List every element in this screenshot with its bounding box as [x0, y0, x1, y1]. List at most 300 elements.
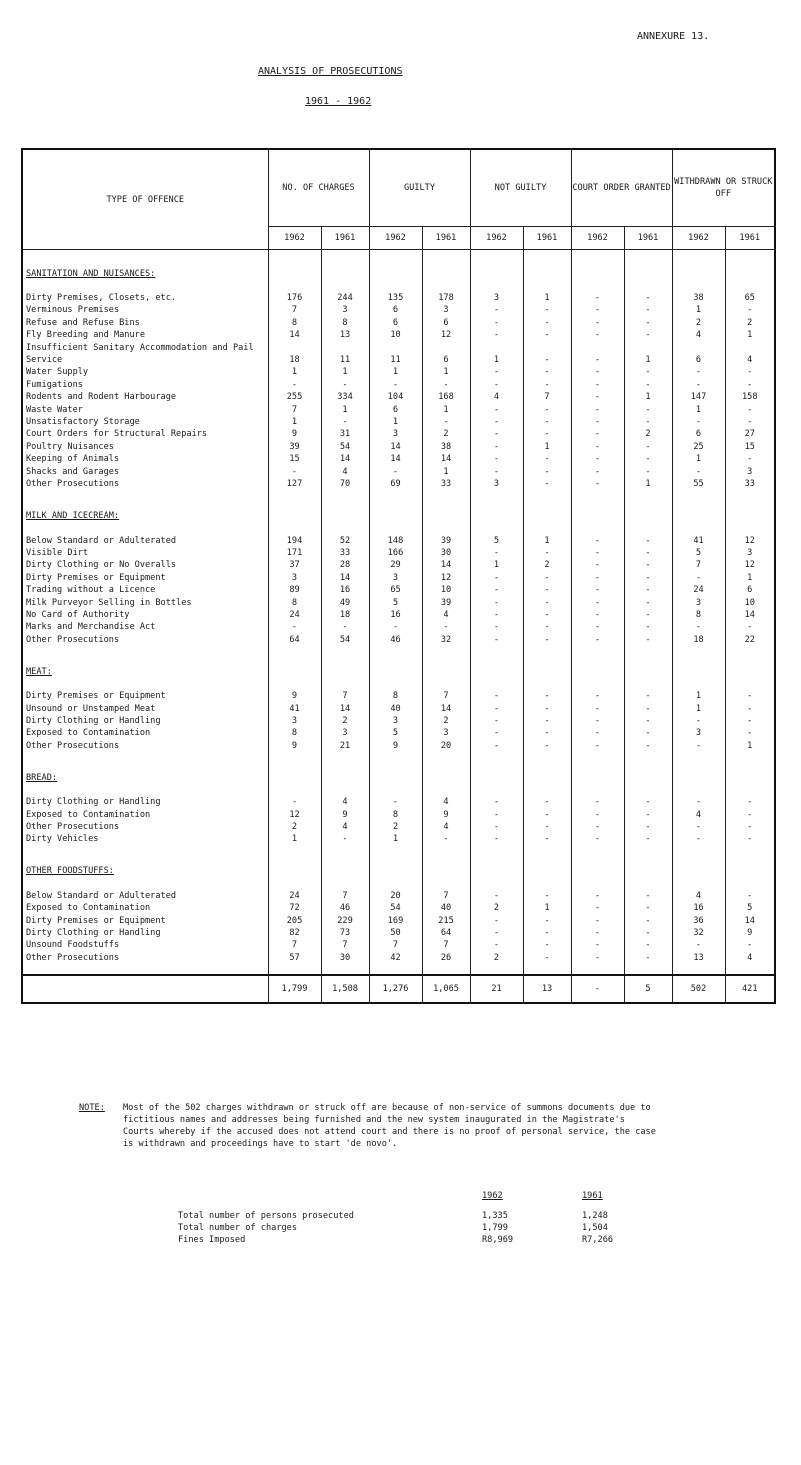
- spacer-cell: [470, 491, 523, 501]
- value-cell: 39: [268, 441, 321, 453]
- value-cell: 3: [321, 727, 369, 739]
- value-cell: -: [672, 366, 725, 378]
- spacer-cell: [268, 646, 321, 656]
- value-cell: 38: [672, 292, 725, 304]
- value-cell: 6: [725, 584, 775, 596]
- value-cell: 3: [422, 727, 470, 739]
- spacer-cell: [422, 846, 470, 856]
- value-cell: 7: [369, 939, 422, 951]
- value-cell: 39: [422, 535, 470, 547]
- value-cell: 64: [268, 634, 321, 646]
- value-cell: -: [624, 902, 672, 914]
- value-cell: 2: [422, 428, 470, 440]
- value-cell: 10: [422, 584, 470, 596]
- value-cell: -: [725, 727, 775, 739]
- spacer-cell: [422, 786, 470, 796]
- offence-label: Unsound or Unstamped Meat: [22, 703, 268, 715]
- value-cell: -: [571, 317, 624, 329]
- value-cell: [672, 342, 725, 354]
- total-value: 502: [672, 975, 725, 1003]
- value-cell: 13: [672, 952, 725, 964]
- offence-label: Unsatisfactory Storage: [22, 416, 268, 428]
- value-cell: -: [422, 416, 470, 428]
- value-cell: -: [470, 404, 523, 416]
- value-cell: 82: [268, 927, 321, 939]
- offence-label: No Card of Authority: [22, 609, 268, 621]
- value-cell: 205: [268, 915, 321, 927]
- offence-label: Waste Water: [22, 404, 268, 416]
- section-title: OTHER FOODSTUFFS:: [22, 856, 268, 880]
- value-cell: 36: [672, 915, 725, 927]
- value-cell: -: [571, 703, 624, 715]
- spacer-cell: [624, 646, 672, 656]
- value-cell: -: [470, 428, 523, 440]
- value-cell: -: [470, 453, 523, 465]
- value-cell: 7: [422, 890, 470, 902]
- spacer-cell: [470, 680, 523, 690]
- value-cell: 1: [523, 292, 571, 304]
- spacer-cell: [321, 786, 369, 796]
- value-cell: 37: [268, 559, 321, 571]
- value-cell: -: [321, 416, 369, 428]
- value-cell: 1: [369, 416, 422, 428]
- value-cell: -: [571, 939, 624, 951]
- value-cell: 1: [422, 404, 470, 416]
- spacer-cell: [470, 846, 523, 856]
- offence-label: Dirty Premises, Closets, etc.: [22, 292, 268, 304]
- value-cell: 26: [422, 952, 470, 964]
- gap-row: [22, 752, 775, 762]
- value-cell: 9: [725, 927, 775, 939]
- offence-label: Poultry Nuisances: [22, 441, 268, 453]
- table-row: [22, 634, 775, 646]
- offence-label: Exposed to Contamination: [22, 809, 268, 821]
- value-cell: 50: [369, 927, 422, 939]
- spacer-cell: [422, 646, 470, 656]
- year-header: 1962: [571, 227, 624, 250]
- empty-cell: [268, 656, 321, 680]
- value-cell: 166: [369, 547, 422, 559]
- spacer-cell: [725, 250, 775, 259]
- table-row: [22, 329, 775, 341]
- value-cell: 6: [672, 428, 725, 440]
- spacer-cell: [470, 525, 523, 535]
- value-cell: -: [571, 796, 624, 808]
- value-cell: 9: [268, 428, 321, 440]
- spacer-cell: [321, 282, 369, 292]
- summary-value: 1,504: [582, 1223, 608, 1233]
- empty-cell: [571, 656, 624, 680]
- table-row: [22, 597, 775, 609]
- empty-cell: [523, 656, 571, 680]
- value-cell: 12: [268, 809, 321, 821]
- value-cell: -: [624, 466, 672, 478]
- value-cell: -: [470, 740, 523, 752]
- spacer-cell: [470, 282, 523, 292]
- spacer-cell: [369, 752, 422, 762]
- table-row: [22, 740, 775, 752]
- value-cell: 14: [321, 453, 369, 465]
- value-cell: -: [369, 796, 422, 808]
- value-cell: 13: [321, 329, 369, 341]
- value-cell: -: [470, 690, 523, 702]
- spacer-cell: [624, 964, 672, 975]
- value-cell: -: [470, 609, 523, 621]
- value-cell: -: [725, 809, 775, 821]
- spacer-cell: [571, 282, 624, 292]
- value-cell: 46: [321, 902, 369, 914]
- value-cell: -: [624, 292, 672, 304]
- empty-cell: [523, 762, 571, 786]
- table-row: [22, 317, 775, 329]
- spacer-cell: [422, 680, 470, 690]
- value-cell: -: [624, 572, 672, 584]
- value-cell: 3: [725, 547, 775, 559]
- value-cell: -: [523, 727, 571, 739]
- value-cell: 24: [268, 890, 321, 902]
- value-cell: 3: [369, 428, 422, 440]
- value-cell: -: [571, 597, 624, 609]
- value-cell: 33: [725, 478, 775, 490]
- offence-label: Visible Dirt: [22, 547, 268, 559]
- offence-label: Below Standard or Adulterated: [22, 535, 268, 547]
- value-cell: -: [523, 821, 571, 833]
- table-row: [22, 821, 775, 833]
- total-value: 1,508: [321, 975, 369, 1003]
- table-row: [22, 572, 775, 584]
- value-cell: 11: [321, 354, 369, 366]
- table-row: [22, 428, 775, 440]
- offence-label: Trading without a Licence: [22, 584, 268, 596]
- value-cell: 32: [422, 634, 470, 646]
- value-cell: 15: [268, 453, 321, 465]
- spacer-cell: [470, 646, 523, 656]
- value-cell: 1: [725, 329, 775, 341]
- section-title: BREAD:: [22, 762, 268, 786]
- value-cell: -: [624, 416, 672, 428]
- spacer-cell: [22, 880, 268, 890]
- note-line: Courts whereby if the accused does not attend court and there is no proof of personal service, the case: [123, 1127, 656, 1137]
- empty-cell: [571, 258, 624, 282]
- prosecutions-table: [21, 148, 776, 1004]
- value-cell: -: [523, 584, 571, 596]
- header-guilty: GUILTY: [369, 149, 470, 227]
- spacer-cell: [470, 752, 523, 762]
- value-cell: 3: [268, 572, 321, 584]
- empty-cell: [268, 501, 321, 525]
- value-cell: -: [321, 379, 369, 391]
- note-line: fictitious names and addresses being furnished and the new system inaugurated in the Magistrate's: [123, 1115, 625, 1125]
- value-cell: -: [725, 939, 775, 951]
- empty-cell: [321, 656, 369, 680]
- empty-cell: [523, 258, 571, 282]
- value-cell: -: [470, 727, 523, 739]
- value-cell: 1: [470, 559, 523, 571]
- value-cell: -: [523, 715, 571, 727]
- table-row: [22, 609, 775, 621]
- value-cell: -: [624, 441, 672, 453]
- summary-row: [178, 1211, 698, 1223]
- spacer-row: [22, 250, 775, 259]
- table-row: [22, 404, 775, 416]
- value-cell: -: [624, 584, 672, 596]
- spacer-cell: [369, 846, 422, 856]
- header-charges: NO. OF CHARGES: [268, 149, 369, 227]
- empty-cell: [321, 762, 369, 786]
- value-cell: 25: [672, 441, 725, 453]
- spacer-cell: [523, 491, 571, 501]
- value-cell: -: [422, 379, 470, 391]
- spacer-cell: [268, 525, 321, 535]
- section-title: MEAT:: [22, 656, 268, 680]
- value-cell: -: [571, 466, 624, 478]
- value-cell: 4: [725, 952, 775, 964]
- summary-header-row: [178, 1191, 698, 1211]
- value-cell: 1: [725, 740, 775, 752]
- table-row: [22, 621, 775, 633]
- year-header: 1961: [422, 227, 470, 250]
- value-cell: -: [523, 890, 571, 902]
- value-cell: 229: [321, 915, 369, 927]
- value-cell: -: [571, 416, 624, 428]
- value-cell: 18: [672, 634, 725, 646]
- table-row: [22, 559, 775, 571]
- spacer-cell: [672, 786, 725, 796]
- value-cell: 3: [470, 478, 523, 490]
- spacer-cell: [523, 752, 571, 762]
- spacer-cell: [268, 880, 321, 890]
- offence-label: Dirty Premises or Equipment: [22, 690, 268, 702]
- value-cell: -: [725, 703, 775, 715]
- value-cell: -: [470, 379, 523, 391]
- summary-value: 1,248: [582, 1211, 608, 1221]
- gap-row: [22, 491, 775, 501]
- year-header: 1961: [624, 227, 672, 250]
- value-cell: 33: [321, 547, 369, 559]
- value-cell: -: [523, 833, 571, 845]
- value-cell: -: [523, 428, 571, 440]
- value-cell: -: [268, 796, 321, 808]
- value-cell: 21: [321, 740, 369, 752]
- value-cell: 49: [321, 597, 369, 609]
- empty-cell: [672, 762, 725, 786]
- value-cell: -: [470, 441, 523, 453]
- value-cell: -: [523, 597, 571, 609]
- spacer-cell: [571, 786, 624, 796]
- value-cell: 55: [672, 478, 725, 490]
- section-row: [22, 762, 775, 786]
- spacer-cell: [672, 525, 725, 535]
- empty-cell: [725, 501, 775, 525]
- table-row: [22, 809, 775, 821]
- header-type-of-offence: TYPE OF OFFENCE: [22, 149, 268, 250]
- value-cell: 2: [470, 952, 523, 964]
- total-value: 1,065: [422, 975, 470, 1003]
- value-cell: 89: [268, 584, 321, 596]
- spacer-cell: [725, 964, 775, 975]
- value-cell: -: [571, 609, 624, 621]
- spacer-cell: [470, 964, 523, 975]
- value-cell: -: [725, 796, 775, 808]
- empty-cell: [422, 656, 470, 680]
- value-cell: -: [571, 391, 624, 403]
- empty-cell: [571, 501, 624, 525]
- value-cell: -: [422, 833, 470, 845]
- spacer-cell: [268, 250, 321, 259]
- spacer-cell: [268, 964, 321, 975]
- spacer-cell: [523, 964, 571, 975]
- table-row: [22, 342, 775, 354]
- value-cell: -: [470, 833, 523, 845]
- spacer-cell: [672, 846, 725, 856]
- note-text: [123, 1102, 773, 1150]
- value-cell: [725, 342, 775, 354]
- spacer-cell: [22, 491, 268, 501]
- value-cell: 1: [672, 304, 725, 316]
- spacer-cell: [523, 680, 571, 690]
- value-cell: 1: [369, 833, 422, 845]
- value-cell: -: [470, 572, 523, 584]
- page-title: ANALYSIS OF PROSECUTIONS: [258, 66, 403, 77]
- empty-cell: [672, 856, 725, 880]
- value-cell: -: [725, 890, 775, 902]
- gap-row: [22, 525, 775, 535]
- value-cell: -: [624, 379, 672, 391]
- value-cell: 1: [672, 404, 725, 416]
- value-cell: -: [725, 404, 775, 416]
- value-cell: 1: [321, 404, 369, 416]
- value-cell: 5: [672, 547, 725, 559]
- spacer-cell: [422, 752, 470, 762]
- spacer-cell: [321, 250, 369, 259]
- table-row: [22, 354, 775, 366]
- section-row: [22, 501, 775, 525]
- value-cell: 1: [268, 366, 321, 378]
- value-cell: -: [571, 927, 624, 939]
- value-cell: -: [571, 821, 624, 833]
- value-cell: -: [624, 727, 672, 739]
- value-cell: 14: [268, 329, 321, 341]
- value-cell: 5: [725, 902, 775, 914]
- value-cell: 32: [672, 927, 725, 939]
- table-row: [22, 727, 775, 739]
- value-cell: 8: [268, 597, 321, 609]
- value-cell: 4: [672, 329, 725, 341]
- empty-cell: [470, 258, 523, 282]
- value-cell: -: [571, 366, 624, 378]
- value-cell: -: [571, 404, 624, 416]
- value-cell: 4: [422, 821, 470, 833]
- empty-cell: [725, 656, 775, 680]
- value-cell: 42: [369, 952, 422, 964]
- value-cell: 30: [321, 952, 369, 964]
- value-cell: 6: [369, 404, 422, 416]
- value-cell: -: [470, 915, 523, 927]
- empty-cell: [725, 762, 775, 786]
- note-label: NOTE:: [79, 1103, 105, 1113]
- spacer-cell: [321, 491, 369, 501]
- value-cell: -: [321, 621, 369, 633]
- year-header: 1962: [672, 227, 725, 250]
- offence-label: Dirty Clothing or No Overalls: [22, 559, 268, 571]
- value-cell: 8: [268, 727, 321, 739]
- value-cell: -: [268, 466, 321, 478]
- spacer-cell: [672, 646, 725, 656]
- value-cell: 1: [523, 902, 571, 914]
- value-cell: 1: [624, 478, 672, 490]
- spacer-cell: [422, 525, 470, 535]
- empty-cell: [268, 856, 321, 880]
- offence-label: Shacks and Garages: [22, 466, 268, 478]
- value-cell: [369, 342, 422, 354]
- summary-row: [178, 1235, 698, 1247]
- spacer-cell: [624, 680, 672, 690]
- value-cell: -: [672, 740, 725, 752]
- table-row: [22, 379, 775, 391]
- value-cell: 20: [369, 890, 422, 902]
- value-cell: 12: [725, 535, 775, 547]
- spacer-cell: [369, 250, 422, 259]
- value-cell: 64: [422, 927, 470, 939]
- value-cell: 4: [321, 796, 369, 808]
- value-cell: -: [571, 292, 624, 304]
- value-cell: -: [571, 535, 624, 547]
- spacer-cell: [624, 752, 672, 762]
- value-cell: -: [369, 466, 422, 478]
- table-row: [22, 796, 775, 808]
- value-cell: 52: [321, 535, 369, 547]
- value-cell: 16: [672, 902, 725, 914]
- totals-label: [22, 975, 268, 1003]
- value-cell: [268, 342, 321, 354]
- summary-value: 1,799: [482, 1223, 508, 1233]
- year-header: 1962: [470, 227, 523, 250]
- value-cell: 57: [268, 952, 321, 964]
- value-cell: 18: [321, 609, 369, 621]
- table-row: [22, 890, 775, 902]
- value-cell: 7: [268, 304, 321, 316]
- value-cell: 4: [422, 609, 470, 621]
- empty-cell: [422, 762, 470, 786]
- value-cell: -: [725, 304, 775, 316]
- value-cell: 2: [470, 902, 523, 914]
- value-cell: -: [571, 952, 624, 964]
- value-cell: -: [523, 304, 571, 316]
- empty-cell: [725, 258, 775, 282]
- value-cell: -: [470, 703, 523, 715]
- value-cell: -: [523, 703, 571, 715]
- value-cell: -: [725, 715, 775, 727]
- spacer-cell: [571, 646, 624, 656]
- value-cell: 1: [624, 354, 672, 366]
- spacer-cell: [672, 880, 725, 890]
- table-row: [22, 927, 775, 939]
- spacer-cell: [268, 491, 321, 501]
- section-row: [22, 656, 775, 680]
- gap-row: [22, 964, 775, 975]
- value-cell: -: [470, 809, 523, 821]
- empty-cell: [624, 656, 672, 680]
- spacer-cell: [22, 525, 268, 535]
- totals-row: [22, 975, 775, 1003]
- spacer-cell: [523, 846, 571, 856]
- value-cell: -: [571, 634, 624, 646]
- value-cell: 7: [422, 939, 470, 951]
- header-court-order: COURT ORDER GRANTED: [571, 149, 672, 227]
- empty-cell: [470, 856, 523, 880]
- spacer-cell: [624, 282, 672, 292]
- spacer-cell: [523, 646, 571, 656]
